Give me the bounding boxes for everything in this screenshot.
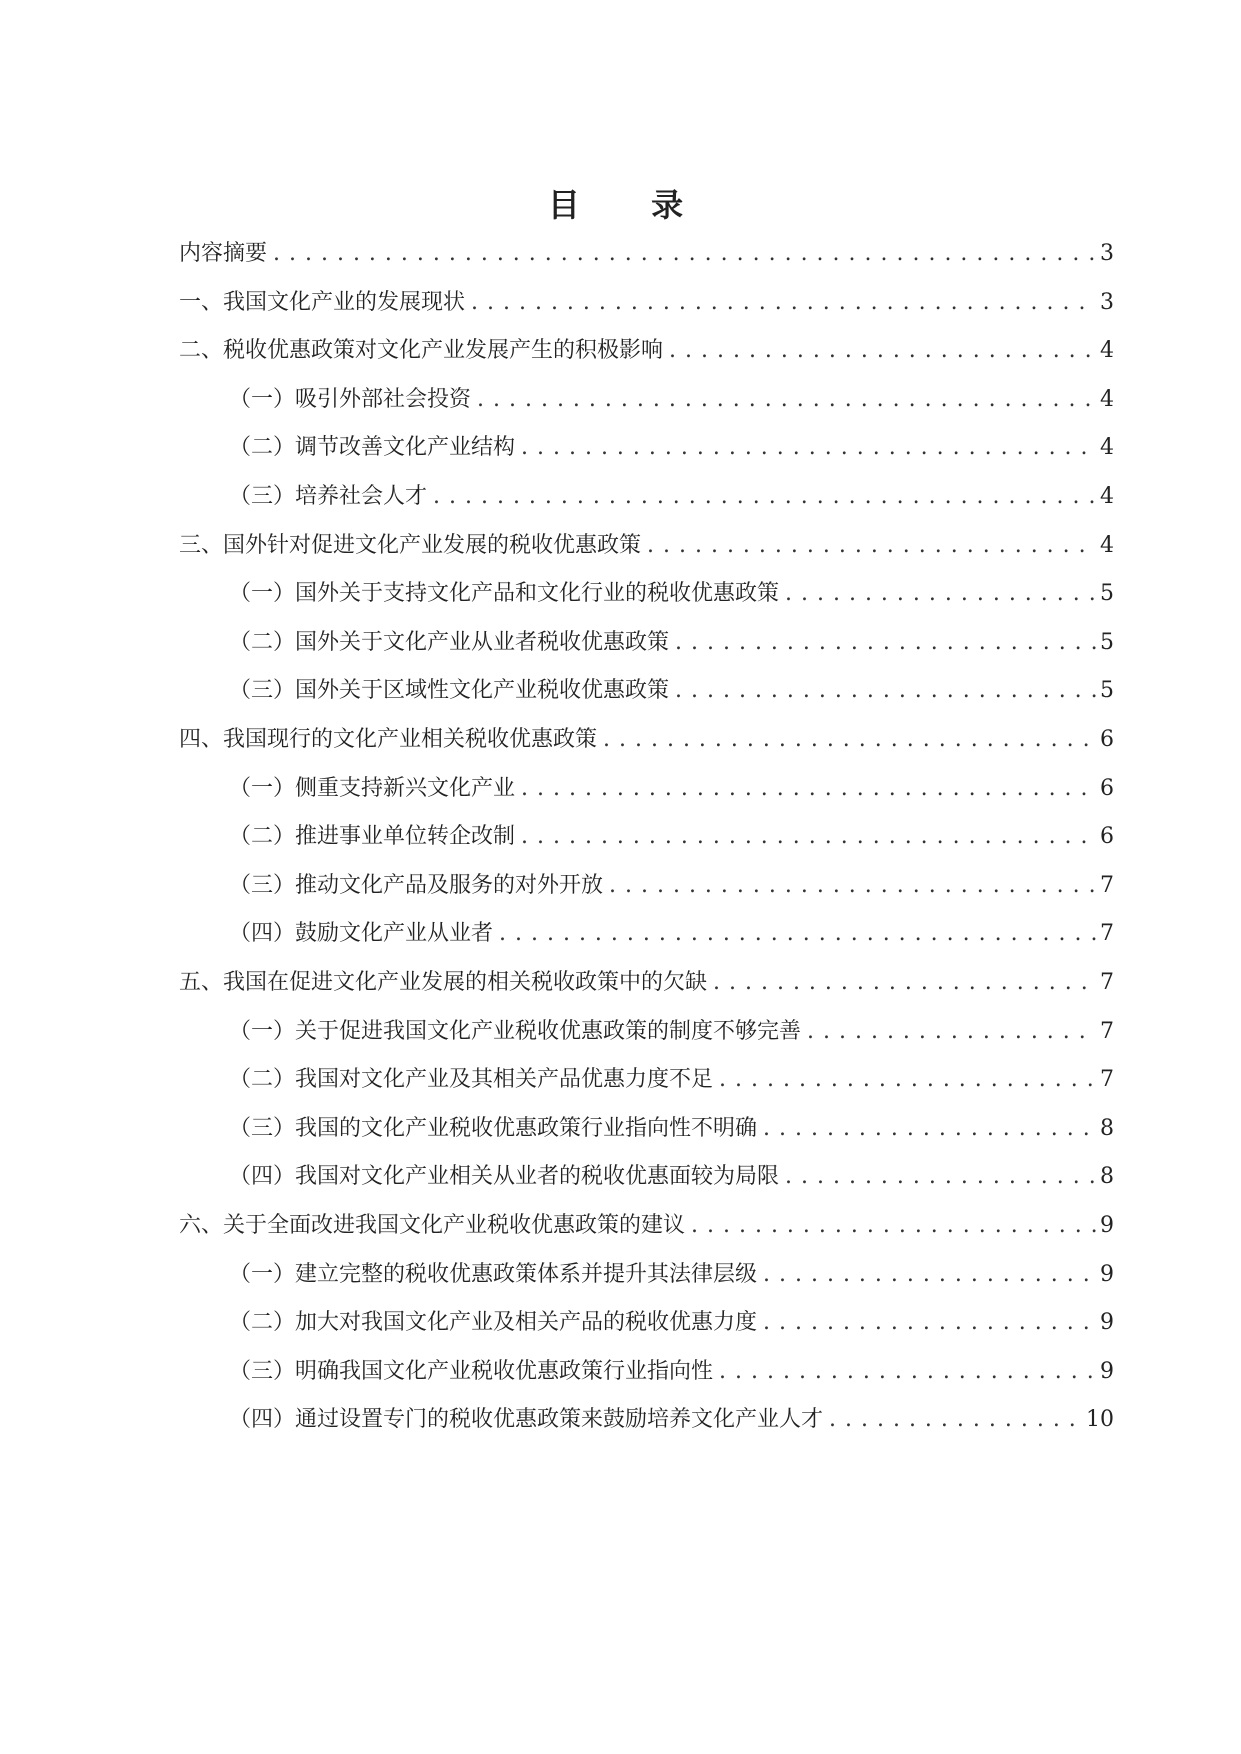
toc-dot-leader	[609, 866, 1096, 906]
toc-entry-text: （一）侧重支持新兴文化产业	[229, 775, 516, 801]
toc-page-number: 9	[1100, 1358, 1114, 1384]
toc-dot-leader	[713, 963, 1096, 1003]
toc-dot-leader	[675, 623, 1096, 663]
toc-page-number: 4	[1100, 338, 1114, 364]
toc-entry-text: （二）国外关于文化产业从业者税收优惠政策	[229, 629, 670, 655]
toc-title: 目 录	[547, 186, 714, 224]
toc-page-number: 7	[1100, 1018, 1114, 1044]
toc-entry-text: （三）培养社会人才	[229, 484, 428, 509]
toc-dot-leader	[471, 283, 1096, 323]
toc-page-number: 6	[1100, 727, 1114, 752]
toc-entry[interactable]	[229, 914, 1114, 954]
toc-entry[interactable]	[229, 1400, 1114, 1440]
toc-page-number: 6	[1100, 824, 1114, 850]
toc-entry-text: （一）吸引外部社会投资	[229, 386, 472, 412]
toc-entry-text: 二、税收优惠政策对文化产业发展产生的积极影响	[179, 338, 664, 364]
toc-entry-text: （三）明确我国文化产业税收优惠政策行业指向性	[229, 1358, 714, 1384]
toc-entry[interactable]	[229, 1109, 1114, 1149]
toc-entry[interactable]	[229, 1012, 1114, 1052]
toc-entry[interactable]	[229, 1255, 1114, 1295]
toc-dot-leader	[669, 331, 1096, 371]
toc-page-number: 7	[1100, 1067, 1114, 1093]
toc-entry-text: （一）关于促进我国文化产业税收优惠政策的制度不够完善	[229, 1018, 802, 1044]
toc-entry-text: （二）加大对我国文化产业及相关产品的税收优惠力度	[229, 1310, 758, 1336]
toc-entry[interactable]	[179, 234, 1114, 274]
toc-page-number: 10	[1086, 1407, 1114, 1433]
toc-dot-leader	[829, 1400, 1082, 1440]
toc-page-number: 4	[1100, 386, 1114, 412]
toc-entry[interactable]	[229, 477, 1114, 517]
toc-dot-leader	[273, 234, 1096, 274]
toc-dot-leader	[521, 817, 1096, 857]
toc-page-number: 9	[1100, 1213, 1114, 1238]
toc-page-number: 4	[1100, 484, 1114, 509]
toc-page-number: 5	[1100, 678, 1114, 704]
toc-dot-leader	[763, 1109, 1096, 1149]
toc-entry[interactable]	[179, 720, 1114, 760]
toc-entry[interactable]	[229, 1157, 1114, 1197]
toc-entry-text: 四、我国现行的文化产业相关税收优惠政策	[179, 727, 598, 752]
toc-page-number: 8	[1100, 1164, 1114, 1190]
toc-entry-text: （四）通过设置专门的税收优惠政策来鼓励培养文化产业人才	[229, 1407, 824, 1433]
toc-entry[interactable]	[179, 526, 1114, 566]
toc-entry-text: （四）我国对文化产业相关从业者的税收优惠面较为局限	[229, 1164, 780, 1190]
toc-dot-leader	[807, 1012, 1096, 1052]
toc-dot-leader	[763, 1255, 1096, 1295]
toc-page-number: 4	[1100, 532, 1114, 558]
toc-dot-leader	[603, 720, 1096, 760]
toc-entry[interactable]	[229, 866, 1114, 906]
toc-page-number: 9	[1100, 1310, 1114, 1336]
toc-page-number: 5	[1100, 581, 1114, 607]
toc-dot-leader	[521, 428, 1096, 468]
toc-entry-text: （三）国外关于区域性文化产业税收优惠政策	[229, 678, 670, 704]
toc-entry[interactable]	[229, 1303, 1114, 1343]
toc-page-number: 8	[1100, 1115, 1114, 1141]
toc-dot-leader	[785, 1157, 1096, 1197]
toc-entry-text: 五、我国在促进文化产业发展的相关税收政策中的欠缺	[179, 970, 708, 995]
toc-entry[interactable]	[179, 1206, 1114, 1246]
toc-dot-leader	[719, 1352, 1096, 1392]
toc-page-number: 7	[1100, 872, 1114, 898]
toc-dot-leader	[477, 380, 1096, 420]
toc-entry[interactable]	[229, 817, 1114, 857]
toc-dot-leader	[433, 477, 1096, 517]
toc-entry[interactable]	[229, 1060, 1114, 1100]
toc-entry[interactable]	[229, 769, 1114, 809]
toc-page-number: 5	[1100, 629, 1114, 655]
toc-dot-leader	[719, 1060, 1096, 1100]
toc-entry-text: 三、国外针对促进文化产业发展的税收优惠政策	[179, 532, 642, 558]
toc-entry-text: （二）我国对文化产业及其相关产品优惠力度不足	[229, 1067, 714, 1093]
toc-dot-leader	[675, 671, 1096, 711]
toc-entry-text: 内容摘要	[179, 241, 268, 266]
toc-entry[interactable]	[229, 428, 1114, 468]
toc-dot-leader	[521, 769, 1096, 809]
toc-entry-text: （四）鼓励文化产业从业者	[229, 921, 494, 947]
toc-page-number: 4	[1100, 435, 1114, 461]
toc-entry[interactable]	[179, 331, 1114, 371]
toc-dot-leader	[647, 526, 1096, 566]
toc-entry-text: （一）建立完整的税收优惠政策体系并提升其法律层级	[229, 1261, 758, 1287]
toc-page-number: 3	[1100, 241, 1114, 266]
toc-dot-leader	[499, 914, 1096, 954]
toc-page-number: 7	[1100, 921, 1114, 947]
toc-entry[interactable]	[229, 1352, 1114, 1392]
toc-page-number: 9	[1100, 1261, 1114, 1287]
toc-page-number: 6	[1100, 775, 1114, 801]
toc-dot-leader	[763, 1303, 1096, 1343]
toc-entry[interactable]	[229, 671, 1114, 711]
toc-entry-text: （二）推进事业单位转企改制	[229, 824, 516, 850]
toc-entry[interactable]	[179, 283, 1114, 323]
toc-page-number: 7	[1100, 970, 1114, 995]
toc-dot-leader	[785, 574, 1096, 614]
toc-entry-text: （三）推动文化产品及服务的对外开放	[229, 872, 604, 898]
toc-entry[interactable]	[179, 963, 1114, 1003]
toc-entry-text: （二）调节改善文化产业结构	[229, 435, 516, 461]
toc-entry[interactable]	[229, 574, 1114, 614]
toc-entry-text: （三）我国的文化产业税收优惠政策行业指向性不明确	[229, 1115, 758, 1141]
toc-entry-text: 一、我国文化产业的发展现状	[179, 289, 466, 315]
toc-entry[interactable]	[229, 623, 1114, 663]
toc-dot-leader	[691, 1206, 1096, 1246]
toc-entry[interactable]	[229, 380, 1114, 420]
toc-entry-text: 六、关于全面改进我国文化产业税收优惠政策的建议	[179, 1213, 686, 1238]
toc-page-number: 3	[1100, 289, 1114, 315]
toc-entry-text: （一）国外关于支持文化产品和文化行业的税收优惠政策	[229, 581, 780, 607]
